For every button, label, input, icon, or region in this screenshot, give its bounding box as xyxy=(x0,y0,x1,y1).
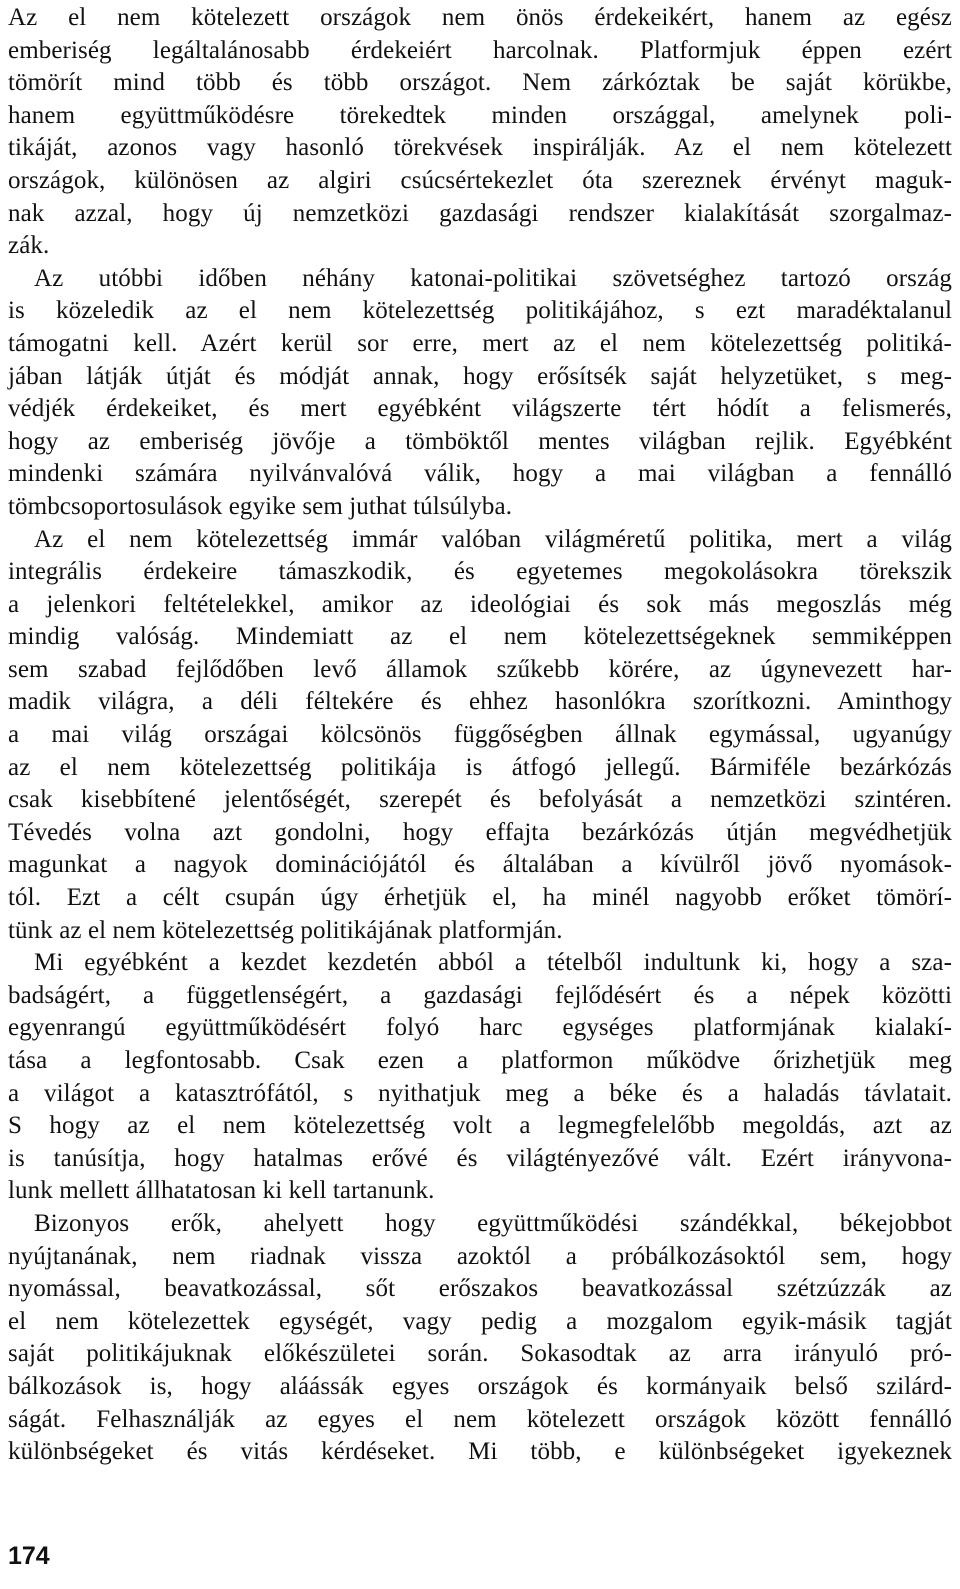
text-line: magunkat a nagyok dominációjától és általában a kívülről jövő nyomások- xyxy=(8,851,952,879)
page-number: 174 xyxy=(8,1542,50,1570)
text-line: mindig valóság. Mindemiatt az el nem kötelezettségeknek semmiképpen xyxy=(8,623,952,651)
body-text xyxy=(8,2,952,1469)
text-line: hanem együttműködésre törekedtek minden országgal, amelynek poli- xyxy=(8,101,952,129)
text-line: tikáját, azonos vagy hasonló törekvések inspirálják. Az el nem kötelezett xyxy=(8,134,952,162)
text-line: országok, különösen az algiri csúcsértekezlet óta szereznek érvényt maguk- xyxy=(8,166,952,194)
text-line: nyomással, beavatkozással, sőt erőszakos beavatkozással szétzúzzák az xyxy=(8,1275,952,1303)
text-line: jában látják útját és módját annak, hogy erősítsék saját helyzetüket, s meg- xyxy=(8,362,952,390)
text-line: egyenrangú együttműködésért folyó harc egységes platformjának kialakí- xyxy=(8,1014,952,1042)
text-line: badságért, a függetlenségért, a gazdasági fejlődésért és a népek közötti xyxy=(8,981,952,1009)
text-line: Az el nem kötelezett országok nem önös érdekeikért, hanem az egész xyxy=(8,4,952,31)
paragraph xyxy=(8,947,952,1208)
text-line: ságát. Felhasználják az egyes el nem kötelezett országok között fennálló xyxy=(8,1405,952,1433)
text-line: védjék érdekeiket, és mert egyébként világszerte tért hódít a felismerés, xyxy=(8,395,952,423)
text-line: is tanúsítja, hogy hatalmas erővé és világtényezővé vált. Ezért irányvona- xyxy=(8,1144,952,1172)
paragraph xyxy=(8,263,952,524)
text-line: tól. Ezt a célt csupán úgy érhetjük el, ha minél nagyobb erőket tömörí- xyxy=(8,884,952,912)
text-line: tömörít mind több és több országot. Nem zárkóztak be saját körükbe, xyxy=(8,69,952,97)
text-line: Tévedés volna azt gondolni, hogy effajta bezárkózás útján megvédhetjük xyxy=(8,818,952,846)
text-line: is közeledik az el nem kötelezettség politikájához, s ezt maradéktalanul xyxy=(8,297,952,325)
text-line: az el nem kötelezettség politikája is átfogó jellegű. Bármiféle bezárkózás xyxy=(8,753,952,781)
text-line: Mi egyébként a kezdet kezdetén abból a tételből indultunk ki, hogy a sza- xyxy=(34,949,952,977)
text-line: zák. xyxy=(8,232,50,260)
text-line: sem szabad fejlődőben levő államok szűkebb körére, az úgynevezett har- xyxy=(8,655,952,683)
text-line: lunk mellett állhatatosan ki kell tartanunk. xyxy=(8,1177,435,1205)
text-line: csak kisebbítené jelentőségét, szerepét és befolyását a nemzetközi szintéren. xyxy=(8,786,952,814)
text-line: bálkozások is, hogy aláássák egyes országok és kormányaik belső szilárd- xyxy=(8,1372,952,1400)
paragraph xyxy=(8,1208,952,1469)
text-line: tása a legfontosabb. Csak ezen a platformon működve őrizhetjük meg xyxy=(8,1047,952,1074)
text-line: támogatni kell. Azért kerül sor erre, mert az el nem kötelezettség politiká- xyxy=(8,329,952,357)
text-line: integrális érdekeire támaszkodik, és egyetemes megokolásokra törekszik xyxy=(8,558,952,586)
text-line: madik világra, a déli féltekére és ehhez hasonlókra szorítkozni. Aminthogy xyxy=(8,688,952,716)
text-line: a világot a katasztrófától, s nyithatjuk meg a béke és a haladás távlatait. xyxy=(8,1079,952,1107)
paragraph xyxy=(8,524,952,948)
text-line: emberiség legáltalánosabb érdekeiért harcolnak. Platformjuk éppen ezért xyxy=(8,36,952,64)
text-line: S hogy az el nem kötelezettség volt a legmegfelelőbb megoldás, azt az xyxy=(8,1112,952,1140)
text-line: nyújtanának, nem riadnak vissza azoktól a próbálkozásoktól sem, hogy xyxy=(8,1242,952,1270)
text-line: mindenki számára nyilvánvalóvá válik, hogy a mai világban a fennálló xyxy=(8,460,952,488)
text-line: saját politikájuknak előkészületei során. Sokasodtak az arra irányuló pró- xyxy=(8,1340,952,1368)
text-line: Az utóbbi időben néhány katonai-politikai szövetséghez tartozó ország xyxy=(34,264,952,292)
text-line: különbségeket és vitás kérdéseket. Mi több, e különbségeket igyekeznek xyxy=(8,1438,952,1466)
text-line: Bizonyos erők, ahelyett hogy együttműködési szándékkal, békejobbot xyxy=(34,1209,952,1237)
text-line: a mai világ országai kölcsönös függőségben állnak egymással, ugyanúgy xyxy=(8,721,952,749)
text-line: hogy az emberiség jövője a tömböktől mentes világban rejlik. Egyébként xyxy=(8,427,952,455)
text-line: nak azzal, hogy új nemzetközi gazdasági rendszer kialakítását szorgalmaz- xyxy=(8,199,952,227)
text-line: tömbcsoportosulások egyike sem juthat túlsúlyba. xyxy=(8,492,513,520)
document-page xyxy=(8,2,952,1469)
paragraph xyxy=(8,2,952,263)
text-line: el nem kötelezettek egységét, vagy pedig a mozgalom egyik-másik tagját xyxy=(8,1307,952,1335)
text-line: Az el nem kötelezettség immár valóban világméretű politika, mert a világ xyxy=(34,525,952,553)
text-line: tünk az el nem kötelezettség politikájának platformján. xyxy=(8,916,563,944)
text-line: a jelenkori feltételekkel, amikor az ideológiai és sok más megoszlás még xyxy=(8,590,952,618)
